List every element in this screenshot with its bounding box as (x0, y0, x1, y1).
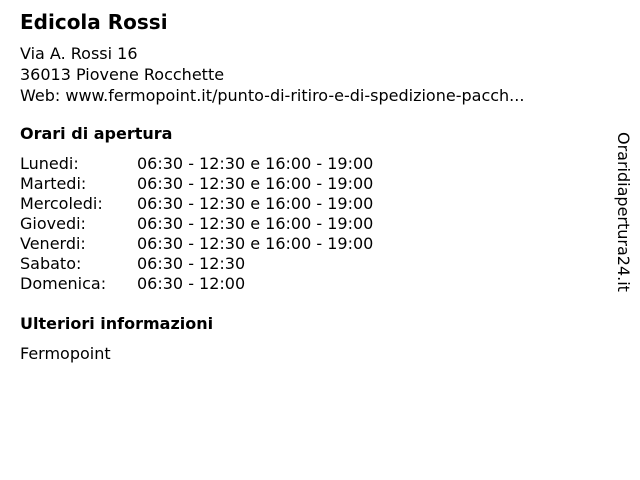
time-range: 06:30 - 12:30 e 16:00 - 19:00 (137, 234, 374, 253)
day-label: Domenica: (20, 274, 107, 293)
time-range: 06:30 - 12:30 e 16:00 - 19:00 (137, 214, 374, 233)
additional-info-heading: Ulteriori informazioni (20, 314, 214, 333)
time-range: 06:30 - 12:30 e 16:00 - 19:00 (137, 194, 374, 213)
day-label: Martedi: (20, 174, 87, 193)
address-block (20, 43, 524, 106)
hours-row-sunday (20, 274, 373, 294)
time-range: 06:30 - 12:00 (137, 274, 246, 293)
hours-row-wednesday (20, 194, 373, 214)
day-label: Mercoledi: (20, 194, 103, 213)
additional-info-value: Fermopoint (20, 344, 111, 363)
web-line: Web: www.fermopoint.it/punto-di-ritiro-e-di-spedizione-pacch... (20, 86, 525, 105)
hours-row-saturday (20, 254, 373, 274)
site-watermark: Oraridiapertura24.it (614, 132, 633, 292)
opening-hours-table (20, 154, 373, 294)
city-line: 36013 Piovene Rocchette (20, 65, 225, 84)
time-range: 06:30 - 12:30 (137, 254, 246, 273)
hours-row-tuesday (20, 174, 373, 194)
hours-row-thursday (20, 214, 373, 234)
day-label: Giovedi: (20, 214, 86, 233)
address-line: Via A. Rossi 16 (20, 44, 138, 63)
opening-hours-heading: Orari di apertura (20, 124, 173, 143)
hours-row-friday (20, 234, 373, 254)
hours-row-monday (20, 154, 373, 174)
day-label: Sabato: (20, 254, 82, 273)
day-label: Venerdi: (20, 234, 86, 253)
time-range: 06:30 - 12:30 e 16:00 - 19:00 (137, 174, 374, 193)
day-label: Lunedi: (20, 154, 79, 173)
time-range: 06:30 - 12:30 e 16:00 - 19:00 (137, 154, 374, 173)
store-name: Edicola Rossi (20, 10, 168, 34)
